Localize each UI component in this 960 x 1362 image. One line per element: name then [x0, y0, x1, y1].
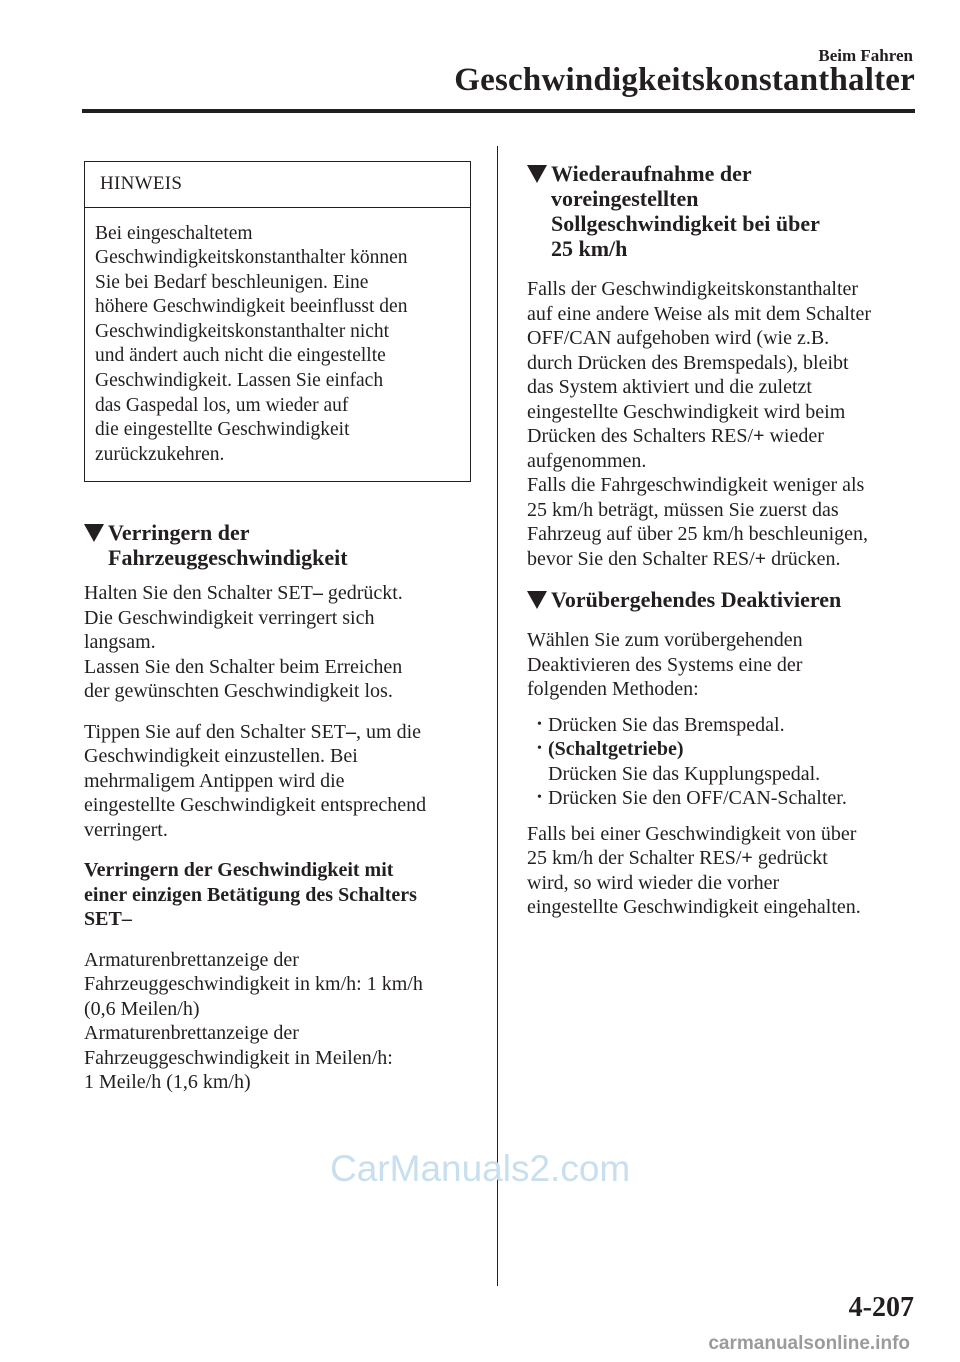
- column-divider: [497, 146, 498, 1286]
- right-column: [527, 161, 919, 920]
- triangle-down-icon: [527, 591, 547, 609]
- header-section-label: Beim Fahren: [818, 46, 913, 65]
- note-line: höhere Geschwindigkeit beeinflusst den: [95, 296, 408, 318]
- minus-icon: –: [312, 582, 323, 605]
- paragraph: Falls bei einer Geschwindigkeit von über 25 km/h der Schalter RES/+ gedrückt wird, so wird wieder die vorher eingestellte Geschwindigkeit eingehalten.: [527, 822, 861, 918]
- note-line: zurückzukehren.: [95, 443, 225, 465]
- note-line: Bei eingeschaltetem: [95, 222, 253, 244]
- section-heading-temporary-deactivation: Vorübergehendes Deaktivieren: [527, 587, 919, 612]
- list-item: • Drücken Sie den OFF/CAN-Schalter.: [537, 787, 847, 809]
- note-line: und ändert auch nicht die eingestellte: [95, 345, 386, 367]
- plus-icon: +: [754, 547, 767, 570]
- page-number: 4-207: [848, 1292, 914, 1323]
- note-line: Geschwindigkeitskonstanthalter können: [95, 247, 408, 269]
- subheading: Verringern der Geschwindigkeit mit einer einzigen Betätigung des Schalters SET–: [84, 859, 417, 931]
- list-item: • Drücken Sie das Bremspedal.: [537, 713, 785, 736]
- minus-icon: –: [346, 720, 357, 743]
- plus-icon: +: [741, 847, 753, 869]
- triangle-down-icon: [527, 165, 547, 183]
- page-title: Geschwindigkeitskonstanthalter: [454, 62, 915, 98]
- section-heading-decrease-speed: Verringern der Fahrzeuggeschwindigkeit: [84, 520, 474, 570]
- paragraph: Armaturenbrettanzeige der Fahrzeuggeschwindigkeit in km/h: 1 km/h (0,6 Meilen/h) Armaturenbrettanzeige der Fahrzeuggeschwindigkeit in Meilen/h: 1 Meile/h (1,6 km/h): [84, 948, 423, 1094]
- left-column: [84, 161, 474, 1095]
- note-line: Sie bei Bedarf beschleunigen. Eine: [95, 271, 369, 293]
- header-rule: [82, 109, 915, 113]
- minus-icon: –: [121, 908, 132, 931]
- paragraph: Falls der Geschwindigkeitskonstanthalter auf eine andere Weise als mit dem Schalter OFF/CAN aufgehoben wird (wie z.B. durch Drücken des Bremspedals), bleibt das System aktiviert und die zuletzt eingestellte Geschwindigkeit wird beim Drücken des Schalters RES/+ wieder aufgenommen. Falls die Fahrgeschwindigkeit weniger als 25 km/h beträgt, müssen Sie zuerst das Fahrzeug auf über 25 km/h beschleunigen, bevor Sie den Schalter RES/+ drücken.: [527, 278, 871, 570]
- note-line: die eingestellte Geschwindigkeit: [95, 419, 350, 441]
- triangle-down-icon: [84, 524, 104, 542]
- paragraph: Wählen Sie zum vorübergehenden Deaktivieren des Systems eine der folgenden Methoden:: [527, 629, 803, 700]
- plus-icon: +: [753, 425, 765, 447]
- paragraph: Tippen Sie auf den Schalter SET–, um die Geschwindigkeit einzustellen. Bei mehrmaligem Antippen wird die eingestellte Geschwindigkeit entsprechend verringert.: [84, 720, 427, 841]
- bullet-list: [527, 713, 919, 811]
- note-title: HINWEIS: [85, 162, 470, 208]
- watermark-logo: CarManuals2.com: [330, 1148, 631, 1189]
- section-heading-resume-speed: Wiederaufnahme der voreingestellten Sollgeschwindigkeit bei über 25 km/h: [527, 161, 919, 261]
- note-line: das Gaspedal los, um wieder auf: [95, 394, 349, 416]
- note-body: [85, 208, 470, 482]
- list-item: • (Schaltgetriebe) Drücken Sie das Kupplungspedal.: [537, 738, 821, 785]
- watermark-footer: carmanualsonline.info: [708, 1333, 910, 1354]
- paragraph: Halten Sie den Schalter SET– gedrückt. Die Geschwindigkeit verringert sich langsam. Lassen Sie den Schalter beim Erreichen der gewünschten Geschwindigkeit los.: [84, 582, 403, 703]
- note-line: Geschwindigkeit. Lassen Sie einfach: [95, 370, 384, 392]
- note-box: [84, 161, 471, 482]
- note-line: Geschwindigkeitskonstanthalter nicht: [95, 320, 390, 342]
